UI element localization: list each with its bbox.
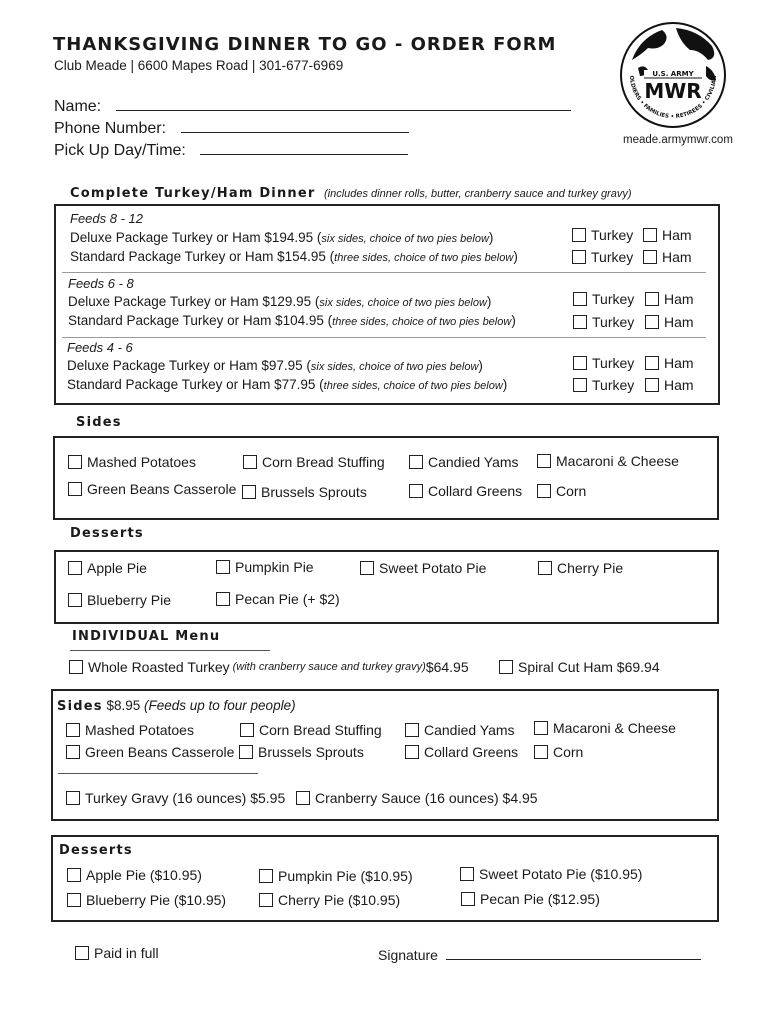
- dessert-checkbox[interactable]: Sweet Potato Pie: [360, 560, 486, 576]
- club-address: Club Meade | 6600 Mapes Road | 301-677-6969: [54, 58, 344, 73]
- side-checkbox[interactable]: Collard Greens: [409, 483, 522, 499]
- dessert-checkbox[interactable]: Apple Pie ($10.95): [67, 867, 202, 883]
- ham-checkbox[interactable]: Ham: [643, 249, 692, 265]
- sides-box: [53, 436, 719, 520]
- ham-checkbox[interactable]: Ham: [645, 377, 694, 393]
- signature-line[interactable]: [446, 945, 701, 960]
- side-checkbox[interactable]: Corn Bread Stuffing: [240, 722, 382, 738]
- turkey-checkbox[interactable]: Turkey: [573, 314, 634, 330]
- turkey-checkbox[interactable]: Turkey: [573, 291, 634, 307]
- sides-heading: Sides: [76, 415, 122, 430]
- feeds-label: Feeds 6 - 8: [68, 276, 134, 291]
- logo-main-text: MWR: [644, 79, 702, 103]
- form-title: THANKSGIVING DINNER TO GO - ORDER FORM: [53, 34, 557, 55]
- side-checkbox[interactable]: Green Beans Casserole: [68, 481, 236, 497]
- side-checkbox[interactable]: Mashed Potatoes: [68, 454, 196, 470]
- ham-checkbox[interactable]: Ham: [645, 291, 694, 307]
- pickup-line[interactable]: [200, 140, 408, 155]
- whole-turkey-checkbox[interactable]: Whole Roasted Turkey (with cranberry sauce and turkey gravy) $64.95: [69, 659, 469, 675]
- feeds-label: Feeds 8 - 12: [70, 211, 143, 226]
- complete-dinner-heading: [70, 184, 632, 202]
- turkey-checkbox[interactable]: Turkey: [573, 377, 634, 393]
- phone-label: Phone Number:: [54, 120, 167, 137]
- phone-field[interactable]: [54, 118, 409, 138]
- deluxe-package-line: Deluxe Package Turkey or Ham $129.95 (six sides, choice of two pies below): [68, 294, 492, 309]
- group-divider: [62, 337, 706, 338]
- logo-ring-text: OLDIERS • FAMILIES • RETIREES • CIVILIAN: [627, 75, 719, 121]
- dessert-checkbox[interactable]: Blueberry Pie ($10.95): [67, 892, 226, 908]
- dessert-checkbox[interactable]: Sweet Potato Pie ($10.95): [460, 866, 642, 882]
- ham-checkbox[interactable]: Ham: [643, 227, 692, 243]
- side-checkbox[interactable]: Green Beans Casserole: [66, 744, 234, 760]
- complete-dinner-note: (includes dinner rolls, butter, cranberry sauce and turkey gravy): [323, 188, 632, 200]
- name-field[interactable]: [54, 96, 571, 116]
- dessert-checkbox[interactable]: Cherry Pie: [538, 560, 623, 576]
- individual-desserts-heading: Desserts: [59, 843, 133, 858]
- pickup-field[interactable]: [54, 140, 408, 160]
- turkey-checkbox[interactable]: Turkey: [573, 355, 634, 371]
- side-checkbox[interactable]: Macaroni & Cheese: [534, 720, 676, 736]
- dessert-checkbox[interactable]: Pecan Pie ($12.95): [461, 891, 600, 907]
- desserts-heading: Desserts: [70, 526, 144, 541]
- website-link[interactable]: meade.armymwr.com: [623, 134, 733, 146]
- feeds-label: Feeds 4 - 6: [67, 340, 133, 355]
- side-checkbox[interactable]: Candied Yams: [405, 722, 515, 738]
- dessert-checkbox[interactable]: Pumpkin Pie: [216, 559, 314, 575]
- turkey-gravy-checkbox[interactable]: Turkey Gravy (16 ounces) $5.95: [66, 790, 285, 806]
- complete-dinner-title: Complete Turkey/Ham Dinner: [70, 186, 316, 201]
- dessert-checkbox[interactable]: Pecan Pie (+ $2): [216, 591, 340, 607]
- individual-sides-heading: Sides $8.95 (Feeds up to four people): [57, 698, 296, 714]
- name-label: Name:: [54, 98, 102, 115]
- ham-checkbox[interactable]: Ham: [645, 355, 694, 371]
- dessert-checkbox[interactable]: Apple Pie: [68, 560, 147, 576]
- dessert-checkbox[interactable]: Cherry Pie ($10.95): [259, 892, 400, 908]
- turkey-checkbox[interactable]: Turkey: [572, 249, 633, 265]
- side-checkbox[interactable]: Macaroni & Cheese: [537, 453, 679, 469]
- phone-line[interactable]: [181, 118, 409, 133]
- side-checkbox[interactable]: Collard Greens: [405, 744, 518, 760]
- dessert-checkbox[interactable]: Pumpkin Pie ($10.95): [259, 868, 413, 884]
- signature-field[interactable]: [378, 945, 701, 963]
- individual-menu-heading: INDIVIDUAL Menu: [72, 629, 221, 644]
- side-checkbox[interactable]: Candied Yams: [409, 454, 519, 470]
- standard-package-line: Standard Package Turkey or Ham $77.95 (three sides, choice of two pies below): [67, 377, 508, 392]
- pickup-label: Pick Up Day/Time:: [54, 142, 186, 159]
- logo-top-text: U.S. ARMY: [652, 70, 694, 78]
- standard-package-line: Standard Package Turkey or Ham $104.95 (three sides, choice of two pies below): [68, 313, 516, 328]
- deluxe-package-line: Deluxe Package Turkey or Ham $194.95 (six sides, choice of two pies below): [70, 230, 494, 245]
- name-line[interactable]: [116, 96, 571, 111]
- dessert-checkbox[interactable]: Blueberry Pie: [68, 592, 171, 608]
- side-checkbox[interactable]: Corn Bread Stuffing: [243, 454, 385, 470]
- ham-checkbox[interactable]: Ham: [645, 314, 694, 330]
- cranberry-sauce-checkbox[interactable]: Cranberry Sauce (16 ounces) $4.95: [296, 790, 538, 806]
- spiral-ham-checkbox[interactable]: Spiral Cut Ham $69.94: [499, 659, 660, 675]
- side-checkbox[interactable]: Corn: [537, 483, 586, 499]
- group-divider: [62, 272, 706, 273]
- army-mwr-logo: [618, 20, 728, 130]
- side-checkbox[interactable]: Brussels Sprouts: [239, 744, 364, 760]
- paid-in-full-checkbox[interactable]: Paid in full: [75, 945, 159, 961]
- turkey-checkbox[interactable]: Turkey: [572, 227, 633, 243]
- side-checkbox[interactable]: Corn: [534, 744, 583, 760]
- heading-underline: [70, 650, 270, 651]
- side-checkbox[interactable]: Brussels Sprouts: [242, 484, 367, 500]
- standard-package-line: Standard Package Turkey or Ham $154.95 (three sides, choice of two pies below): [70, 249, 518, 264]
- side-checkbox[interactable]: Mashed Potatoes: [66, 722, 194, 738]
- sides-divider: [58, 773, 258, 774]
- deluxe-package-line: Deluxe Package Turkey or Ham $97.95 (six sides, choice of two pies below): [67, 358, 483, 373]
- signature-label: Signature: [378, 947, 438, 963]
